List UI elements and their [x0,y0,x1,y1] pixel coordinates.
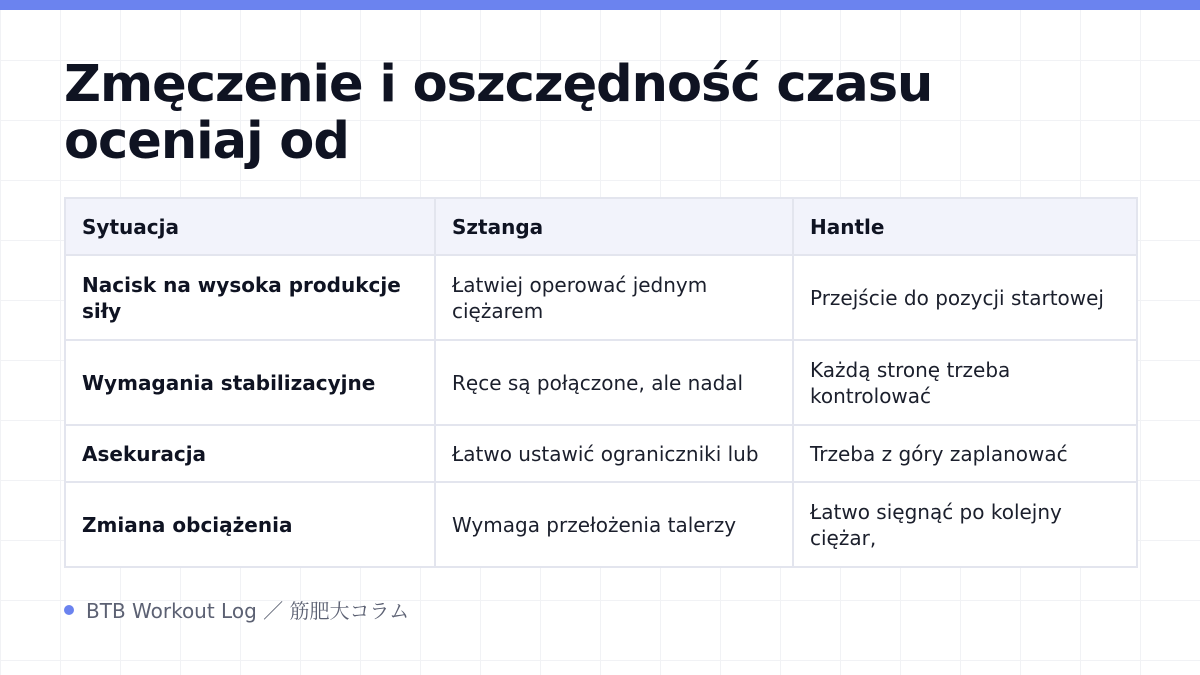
barbell-cell: Łatwiej operować jednym ciężarem [435,255,793,340]
row-label: Wymagania stabilizacyjne [65,340,435,425]
accent-top-bar [0,0,1200,10]
dumbbell-cell: Każdą stronę trzeba kontrolować [793,340,1137,425]
row-label: Nacisk na wysoka produkcje siły [65,255,435,340]
row-label: Zmiana obciążenia [65,482,435,567]
page-title: Zmęczenie i oszczędność czasu oceniaj od [64,55,933,171]
comparison-table [64,197,1138,568]
barbell-cell: Wymaga przełożenia talerzy [435,482,793,567]
footer [64,595,409,624]
footer-source-label: BTB Workout Log ／ 筋肥大コラム [86,599,410,623]
table-row [65,340,1137,425]
table-row [65,482,1137,567]
table-row [65,425,1137,482]
column-header-barbell: Sztanga [435,198,793,255]
table-header-row [65,198,1137,255]
dumbbell-cell: Trzeba z góry zaplanować [793,425,1137,482]
dumbbell-cell: Przejście do pozycji startowej [793,255,1137,340]
dumbbell-cell: Łatwo sięgnąć po kolejny ciężar, [793,482,1137,567]
comparison-table-container [64,197,1136,568]
bullet-dot-icon [64,605,74,615]
column-header-situation: Sytuacja [65,198,435,255]
barbell-cell: Ręce są połączone, ale nadal [435,340,793,425]
barbell-cell: Łatwo ustawić ograniczniki lub [435,425,793,482]
table-row [65,255,1137,340]
column-header-dumbbells: Hantle [793,198,1137,255]
row-label: Asekuracja [65,425,435,482]
